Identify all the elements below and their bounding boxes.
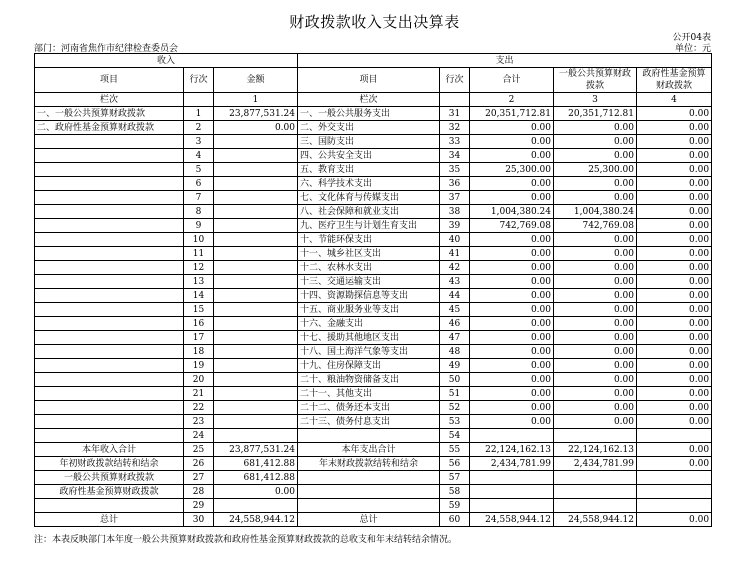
- income-item-cell: 年初财政拨款结转和结余: [35, 457, 184, 471]
- general-budget-cell: 0.00: [554, 401, 637, 415]
- general-budget-cell: 0.00: [554, 345, 637, 359]
- income-item-cell: [35, 219, 184, 233]
- fund-budget-cell: 0.00: [637, 359, 712, 373]
- expense-item-cell: 二十、粮油物资储备支出: [298, 373, 440, 387]
- income-amount-cell: [214, 219, 298, 233]
- income-amount-cell: 0.00: [214, 485, 298, 499]
- general-budget-cell: [554, 485, 637, 499]
- fund-budget-cell: 0.00: [637, 107, 712, 121]
- income-amount-cell: 23,877,531.24: [214, 107, 298, 121]
- general-budget-cell: 0.00: [554, 289, 637, 303]
- general-budget-cell: 0.00: [554, 317, 637, 331]
- income-row-no-cell: 10: [184, 233, 214, 247]
- fund-budget-cell: [637, 485, 712, 499]
- expense-section-header: 支出: [298, 54, 712, 68]
- income-amount-cell: [214, 401, 298, 415]
- income-item-cell: [35, 275, 184, 289]
- page-title: 财政拨款收入支出决算表: [289, 13, 460, 31]
- col-index-1: 1: [214, 93, 298, 107]
- income-amount-cell: [214, 149, 298, 163]
- income-item-cell: [35, 387, 184, 401]
- table-row: [35, 177, 712, 191]
- expense-item-cell: 八、社会保障和就业支出: [298, 205, 440, 219]
- fund-budget-cell: 0.00: [637, 219, 712, 233]
- expense-item-cell: 总计: [298, 513, 440, 527]
- income-row-no-cell: 11: [184, 247, 214, 261]
- expense-item-cell: 十六、金融支出: [298, 317, 440, 331]
- income-item-cell: [35, 401, 184, 415]
- expense-item-cell: 二十二、债务还本支出: [298, 401, 440, 415]
- income-item-cell: [35, 429, 184, 443]
- income-item-cell: [35, 331, 184, 345]
- expense-row-no-cell: 58: [440, 485, 470, 499]
- income-item-cell: [35, 149, 184, 163]
- expense-row-no-cell: 34: [440, 149, 470, 163]
- general-budget-cell: 1,004,380.24: [554, 205, 637, 219]
- income-item-cell: [35, 191, 184, 205]
- income-item-cell: 一般公共预算财政拨款: [35, 471, 184, 485]
- general-budget-cell: 0.00: [554, 247, 637, 261]
- income-row-no-cell: 23: [184, 415, 214, 429]
- income-item-cell: [35, 289, 184, 303]
- general-budget-cell: 0.00: [554, 177, 637, 191]
- expense-item-cell: 一、一般公共服务支出: [298, 107, 440, 121]
- table-row: [35, 485, 712, 499]
- expense-item-cell: 十一、城乡社区支出: [298, 247, 440, 261]
- col-index-2: 2: [470, 93, 554, 107]
- fund-budget-cell: 0.00: [637, 303, 712, 317]
- table-row: [35, 345, 712, 359]
- fund-budget-cell: 0.00: [637, 415, 712, 429]
- table-row: [35, 247, 712, 261]
- fund-budget-cell: 0.00: [637, 401, 712, 415]
- income-row-no-cell: 30: [184, 513, 214, 527]
- general-budget-cell: 0.00: [554, 359, 637, 373]
- income-item-cell: [35, 163, 184, 177]
- expense-total-cell: [470, 485, 554, 499]
- expense-item-cell: [298, 471, 440, 485]
- expense-total-cell: [470, 429, 554, 443]
- income-row-no-cell: 26: [184, 457, 214, 471]
- expense-item-cell: [298, 485, 440, 499]
- general-budget-cell: 0.00: [554, 191, 637, 205]
- income-amount-cell: 24,558,944.12: [214, 513, 298, 527]
- table-row: [35, 429, 712, 443]
- income-row-no-cell: 25: [184, 443, 214, 457]
- expense-item-cell: 二、外交支出: [298, 121, 440, 135]
- table-row: [35, 373, 712, 387]
- income-amount-cell: [214, 205, 298, 219]
- income-amount-cell: 23,877,531.24: [214, 443, 298, 457]
- fund-budget-header: 政府性基金预算财政拨款: [637, 68, 712, 93]
- general-budget-cell: [554, 471, 637, 485]
- table-row: [35, 135, 712, 149]
- expense-total-cell: 0.00: [470, 303, 554, 317]
- income-row-no-cell: 9: [184, 219, 214, 233]
- table-row: [35, 149, 712, 163]
- col-index-3: 3: [554, 93, 637, 107]
- fund-budget-cell: 0.00: [637, 149, 712, 163]
- income-row-no-cell: 8: [184, 205, 214, 219]
- expense-row-no-cell: 57: [440, 471, 470, 485]
- column-index-row: [35, 93, 712, 107]
- income-item-cell: 本年收入合计: [35, 443, 184, 457]
- income-amount-cell: [214, 415, 298, 429]
- expense-total-cell: 0.00: [470, 289, 554, 303]
- income-row-no-cell: 28: [184, 485, 214, 499]
- income-item-cell: [35, 261, 184, 275]
- general-budget-cell: 22,124,162.13: [554, 443, 637, 457]
- general-budget-cell: 742,769.08: [554, 219, 637, 233]
- expense-item-cell: 九、医疗卫生与计划生育支出: [298, 219, 440, 233]
- income-row-no-cell: 14: [184, 289, 214, 303]
- table-row: [35, 513, 712, 527]
- expense-total-cell: 0.00: [470, 233, 554, 247]
- income-amount-cell: [214, 247, 298, 261]
- income-amount-cell: [214, 359, 298, 373]
- income-amount-cell: [214, 345, 298, 359]
- expense-row-no-cell: 39: [440, 219, 470, 233]
- expense-row-no-cell: 40: [440, 233, 470, 247]
- expense-row-no-cell: 38: [440, 205, 470, 219]
- expense-total-cell: 0.00: [470, 415, 554, 429]
- fund-budget-cell: 0.00: [637, 233, 712, 247]
- income-amount-cell: [214, 163, 298, 177]
- fund-budget-cell: [637, 429, 712, 443]
- income-row-no-header: 行次: [184, 68, 214, 93]
- table-row: [35, 163, 712, 177]
- table-row: [35, 457, 712, 471]
- expense-item-cell: 十七、援助其他地区支出: [298, 331, 440, 345]
- general-budget-cell: 20,351,712.81: [554, 107, 637, 121]
- income-item-cell: [35, 317, 184, 331]
- table-row: [35, 415, 712, 429]
- expense-row-no-cell: 45: [440, 303, 470, 317]
- expense-total-cell: [470, 499, 554, 513]
- general-budget-cell: 0.00: [554, 149, 637, 163]
- expense-item-cell: 十、节能环保支出: [298, 233, 440, 247]
- footnote: 注：本表反映部门本年度一般公共预算财政拨款和政府性基金预算财政拨款的总收支和年末结转结余情况。: [34, 535, 458, 545]
- income-item-cell: 政府性基金预算财政拨款: [35, 485, 184, 499]
- income-row-no-cell: 15: [184, 303, 214, 317]
- income-row-no-cell: 21: [184, 387, 214, 401]
- table-row: [35, 331, 712, 345]
- expense-row-no-cell: 43: [440, 275, 470, 289]
- fund-budget-cell: 0.00: [637, 275, 712, 289]
- table-row: [35, 499, 712, 513]
- income-amount-cell: 681,412.88: [214, 471, 298, 485]
- income-item-cell: [35, 247, 184, 261]
- income-item-cell: 二、政府性基金预算财政拨款: [35, 121, 184, 135]
- general-budget-cell: [554, 429, 637, 443]
- expense-total-cell: 1,004,380.24: [470, 205, 554, 219]
- general-budget-cell: 24,558,944.12: [554, 513, 637, 527]
- unit-label: 单位：元: [674, 44, 711, 54]
- income-item-cell: [35, 205, 184, 219]
- income-item-cell: [35, 303, 184, 317]
- table-row: [35, 401, 712, 415]
- expense-total-cell: 0.00: [470, 191, 554, 205]
- expense-row-no-cell: 44: [440, 289, 470, 303]
- expense-row-no-cell: 59: [440, 499, 470, 513]
- expense-item-cell: [298, 429, 440, 443]
- form-number: 公开04表: [672, 33, 711, 43]
- fund-budget-cell: 0.00: [637, 163, 712, 177]
- expense-row-no-cell: 48: [440, 345, 470, 359]
- income-amount-cell: [214, 317, 298, 331]
- general-budget-cell: 0.00: [554, 135, 637, 149]
- income-item-cell: [35, 415, 184, 429]
- fund-budget-cell: 0.00: [637, 387, 712, 401]
- expense-row-no-cell: 35: [440, 163, 470, 177]
- income-row-no-cell: 6: [184, 177, 214, 191]
- income-row-no-cell: 19: [184, 359, 214, 373]
- expense-row-no-cell: 37: [440, 191, 470, 205]
- expense-total-cell: 0.00: [470, 359, 554, 373]
- income-row-no-cell: 3: [184, 135, 214, 149]
- general-budget-cell: 0.00: [554, 233, 637, 247]
- income-item-cell: [35, 373, 184, 387]
- fund-budget-cell: 0.00: [637, 121, 712, 135]
- income-row-no-cell: 20: [184, 373, 214, 387]
- expense-total-cell: 0.00: [470, 345, 554, 359]
- expense-total-cell: [470, 471, 554, 485]
- table-row: [35, 443, 712, 457]
- expense-total-cell: 0.00: [470, 331, 554, 345]
- income-item-cell: [35, 233, 184, 247]
- expense-item-cell: 年末财政拨款结转和结余: [298, 457, 440, 471]
- expense-row-no-cell: 47: [440, 331, 470, 345]
- expense-item-cell: 六、科学技术支出: [298, 177, 440, 191]
- expense-item-header: 项目: [298, 68, 440, 93]
- income-item-cell: [35, 359, 184, 373]
- general-budget-cell: [554, 499, 637, 513]
- income-amount-cell: [214, 261, 298, 275]
- fund-budget-cell: 0.00: [637, 289, 712, 303]
- fund-budget-cell: 0.00: [637, 247, 712, 261]
- fund-budget-cell: 0.00: [637, 443, 712, 457]
- expense-total-cell: 2,434,781.99: [470, 457, 554, 471]
- general-budget-cell: 2,434,781.99: [554, 457, 637, 471]
- expense-total-cell: 0.00: [470, 177, 554, 191]
- expense-item-cell: 七、文化体育与传媒支出: [298, 191, 440, 205]
- expense-item-cell: 四、公共安全支出: [298, 149, 440, 163]
- income-row-no-cell: 18: [184, 345, 214, 359]
- general-budget-cell: 0.00: [554, 387, 637, 401]
- section-header-row: [35, 54, 712, 68]
- col-index-4: 4: [637, 93, 712, 107]
- expense-item-cell: 三、国防支出: [298, 135, 440, 149]
- empty-cell: [440, 93, 470, 107]
- expense-item-cell: 十二、农林水支出: [298, 261, 440, 275]
- table-row: [35, 261, 712, 275]
- column-header-row: [35, 68, 712, 93]
- table-row: [35, 107, 712, 121]
- expense-item-cell: 本年支出合计: [298, 443, 440, 457]
- income-row-no-cell: 7: [184, 191, 214, 205]
- expense-row-no-cell: 36: [440, 177, 470, 191]
- expense-total-header: 合计: [470, 68, 554, 93]
- general-budget-header: 一般公共预算财政拨款: [554, 68, 637, 93]
- expense-total-cell: 0.00: [470, 135, 554, 149]
- income-row-no-cell: 2: [184, 121, 214, 135]
- expense-row-no-cell: 49: [440, 359, 470, 373]
- income-row-no-cell: 16: [184, 317, 214, 331]
- income-item-header: 项目: [35, 68, 184, 93]
- expense-row-no-cell: 54: [440, 429, 470, 443]
- expense-row-no-header: 行次: [440, 68, 470, 93]
- fund-budget-cell: 0.00: [637, 261, 712, 275]
- fund-budget-cell: 0.00: [637, 373, 712, 387]
- fund-budget-cell: 0.00: [637, 457, 712, 471]
- general-budget-cell: 0.00: [554, 121, 637, 135]
- income-row-no-cell: 29: [184, 499, 214, 513]
- table-row: [35, 275, 712, 289]
- expense-row-no-cell: 51: [440, 387, 470, 401]
- expense-total-cell: 0.00: [470, 317, 554, 331]
- income-row-no-cell: 24: [184, 429, 214, 443]
- table-row: [35, 317, 712, 331]
- income-amount-cell: [214, 499, 298, 513]
- expense-row-no-cell: 52: [440, 401, 470, 415]
- fund-budget-cell: 0.00: [637, 331, 712, 345]
- expense-total-cell: 0.00: [470, 373, 554, 387]
- expense-total-cell: 20,351,712.81: [470, 107, 554, 121]
- table-row: [35, 191, 712, 205]
- table-row: [35, 359, 712, 373]
- general-budget-cell: 0.00: [554, 261, 637, 275]
- expense-total-cell: 0.00: [470, 275, 554, 289]
- expense-total-cell: 0.00: [470, 247, 554, 261]
- expense-total-cell: 22,124,162.13: [470, 443, 554, 457]
- general-budget-cell: 0.00: [554, 303, 637, 317]
- table-row: [35, 205, 712, 219]
- income-amount-cell: [214, 275, 298, 289]
- general-budget-cell: 25,300.00: [554, 163, 637, 177]
- expense-total-cell: 742,769.08: [470, 219, 554, 233]
- expense-total-cell: 0.00: [470, 149, 554, 163]
- expense-item-cell: 十五、商业服务业等支出: [298, 303, 440, 317]
- income-row-no-cell: 17: [184, 331, 214, 345]
- expense-row-no-cell: 56: [440, 457, 470, 471]
- expense-total-cell: 24,558,944.12: [470, 513, 554, 527]
- expense-total-cell: 25,300.00: [470, 163, 554, 177]
- income-amount-cell: [214, 191, 298, 205]
- expense-item-cell: 五、教育支出: [298, 163, 440, 177]
- expense-total-cell: 0.00: [470, 261, 554, 275]
- table-row: [35, 233, 712, 247]
- expense-row-no-cell: 33: [440, 135, 470, 149]
- income-item-cell: 一、一般公共预算财政拨款: [35, 107, 184, 121]
- table-row: [35, 303, 712, 317]
- income-amount-cell: [214, 233, 298, 247]
- general-budget-cell: 0.00: [554, 373, 637, 387]
- expense-item-cell: 十三、交通运输支出: [298, 275, 440, 289]
- expense-total-cell: 0.00: [470, 401, 554, 415]
- income-item-cell: [35, 177, 184, 191]
- table-row: [35, 219, 712, 233]
- expense-item-cell: 二十三、债务付息支出: [298, 415, 440, 429]
- expense-row-no-cell: 32: [440, 121, 470, 135]
- expense-row-no-cell: 31: [440, 107, 470, 121]
- expense-row-no-cell: 46: [440, 317, 470, 331]
- expense-row-no-cell: 60: [440, 513, 470, 527]
- income-amount-cell: [214, 135, 298, 149]
- general-budget-cell: 0.00: [554, 415, 637, 429]
- expense-row-no-cell: 53: [440, 415, 470, 429]
- income-amount-cell: [214, 289, 298, 303]
- empty-cell: [184, 93, 214, 107]
- income-item-cell: [35, 135, 184, 149]
- income-amount-cell: [214, 303, 298, 317]
- table-row: [35, 387, 712, 401]
- general-budget-cell: 0.00: [554, 331, 637, 345]
- income-row-no-cell: 13: [184, 275, 214, 289]
- table-row: [35, 471, 712, 485]
- expense-item-cell: 二十一、其他支出: [298, 387, 440, 401]
- income-item-cell: 总计: [35, 513, 184, 527]
- expense-row-no-cell: 42: [440, 261, 470, 275]
- income-amount-cell: 0.00: [214, 121, 298, 135]
- income-amount-cell: [214, 429, 298, 443]
- income-row-no-cell: 22: [184, 401, 214, 415]
- income-row-no-cell: 4: [184, 149, 214, 163]
- income-amount-header: 金额: [214, 68, 298, 93]
- fund-budget-cell: 0.00: [637, 135, 712, 149]
- expense-total-cell: 0.00: [470, 121, 554, 135]
- expense-row-no-cell: 50: [440, 373, 470, 387]
- income-row-no-cell: 12: [184, 261, 214, 275]
- income-row-no-cell: 27: [184, 471, 214, 485]
- fund-budget-cell: [637, 499, 712, 513]
- income-amount-cell: [214, 331, 298, 345]
- table-row: [35, 121, 712, 135]
- expense-row-no-cell: 41: [440, 247, 470, 261]
- income-amount-cell: 681,412.88: [214, 457, 298, 471]
- fund-budget-cell: 0.00: [637, 345, 712, 359]
- expense-item-cell: 十八、国土海洋气象等支出: [298, 345, 440, 359]
- expense-row-no-cell: 55: [440, 443, 470, 457]
- fund-budget-cell: 0.00: [637, 205, 712, 219]
- fund-budget-cell: 0.00: [637, 177, 712, 191]
- table-row: [35, 289, 712, 303]
- expense-lanci-label: 栏次: [298, 93, 440, 107]
- expense-total-cell: 0.00: [470, 387, 554, 401]
- fund-budget-cell: 0.00: [637, 513, 712, 527]
- expense-item-cell: 十九、住房保障支出: [298, 359, 440, 373]
- income-row-no-cell: 1: [184, 107, 214, 121]
- budget-table: [34, 53, 712, 527]
- fund-budget-cell: 0.00: [637, 191, 712, 205]
- income-row-no-cell: 5: [184, 163, 214, 177]
- income-item-cell: [35, 499, 184, 513]
- general-budget-cell: 0.00: [554, 275, 637, 289]
- expense-item-cell: [298, 499, 440, 513]
- income-amount-cell: [214, 177, 298, 191]
- income-lanci-label: 栏次: [35, 93, 184, 107]
- fund-budget-cell: [637, 471, 712, 485]
- expense-item-cell: 十四、资源勘探信息等支出: [298, 289, 440, 303]
- income-amount-cell: [214, 373, 298, 387]
- income-amount-cell: [214, 387, 298, 401]
- department-label: 部门：河南省焦作市纪律检查委员会: [34, 44, 179, 54]
- fund-budget-cell: 0.00: [637, 317, 712, 331]
- income-item-cell: [35, 345, 184, 359]
- income-section-header: 收入: [35, 54, 298, 68]
